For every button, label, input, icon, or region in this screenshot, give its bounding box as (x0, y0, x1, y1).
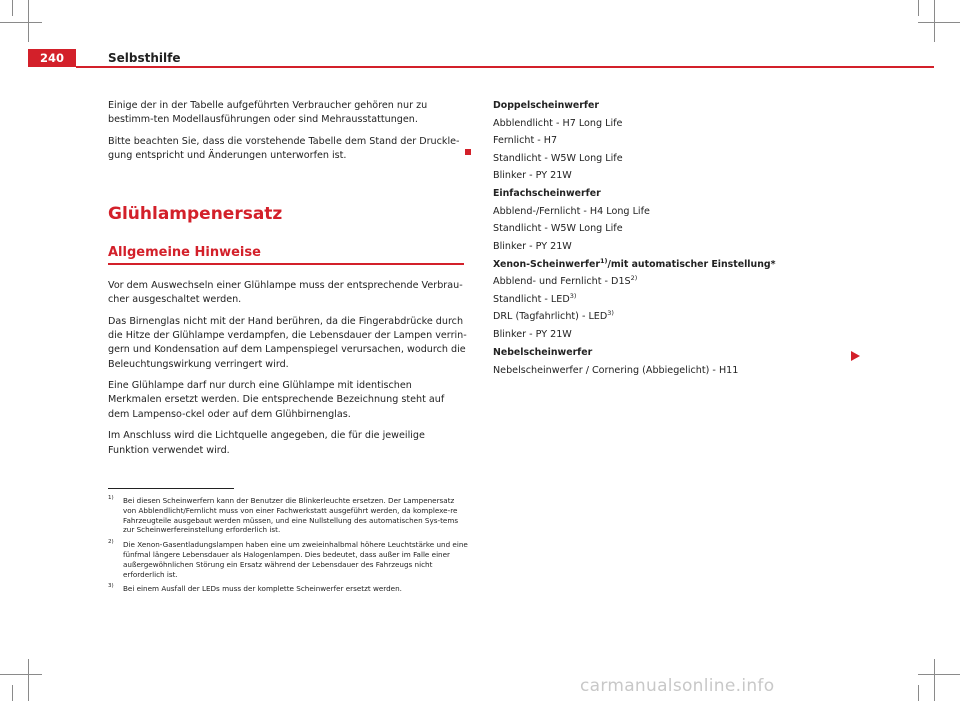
footnote-number: 1) (108, 495, 114, 501)
list-item: Standlicht - W5W Long Life (493, 223, 623, 235)
item-text: Standlicht - LED (493, 293, 570, 305)
list-item: Abblend-/Fernlicht - H4 Long Life (493, 205, 650, 217)
list-item: Fernlicht - H7 (493, 135, 558, 146)
footnote-divider (108, 488, 234, 489)
crop-mark (918, 0, 919, 16)
intro-text (108, 99, 468, 171)
footnote (108, 584, 468, 594)
footnote-text: Die Xenon-Gasentladungslampen haben eine um zweieinhalbmal höhere Leuchtstärke und eine fünfmal längere Lebensdauer als Halogenlampen. Dies bedeutet, dass außer im Falle einer außergewöhnlichen Störung ein Ersatz während der Lebensdauer des Fahrzeugs nicht erforderlich ist. (123, 540, 468, 579)
item-text: DRL (Tagfahrlicht) - LED (493, 311, 608, 323)
list-item (493, 275, 873, 289)
paragraph: Einige der in der Tabelle aufgeführten Verbraucher gehören nur zu bestimm-ten Modellausführungen oder sind Mehrausstattungen. (108, 100, 428, 126)
crop-mark (918, 685, 919, 701)
chapter-heading: Glühlampenersatz (108, 204, 283, 224)
footnote-number: 2) (108, 539, 114, 546)
paragraph: Das Birnenglas nicht mit der Hand berühren, da die Fingerabdrücke durch die Hitze der Glühlampe verdampfen, die Lebensdauer der Lampen verrin-gern und Kondensation auf dem Lampenspiegel verursachen, wodurch die Beleuchtungswirkung verringert wird. (108, 315, 467, 370)
crop-mark (0, 22, 42, 23)
footnote (108, 540, 468, 579)
item-text: Abblend- und Fernlicht - D1S (493, 276, 631, 288)
footnote-number: 3) (108, 583, 114, 590)
paragraph: Vor dem Auswechseln einer Glühlampe muss der entsprechende Verbrau-cher ausgeschaltet werden. (108, 280, 463, 306)
bulb-list (493, 99, 873, 381)
title-text: Xenon-Scheinwerfer (493, 258, 600, 270)
list-item: Abblendlicht - H7 Long Life (493, 117, 623, 129)
paragraph: Eine Glühlampe darf nur durch eine Glühlampe mit identischen Merkmalen ersetzt werden. Die entsprechende Bezeichnung steht auf dem Lampenso-ckel oder auf dem Glühbirnenglas. (108, 380, 445, 420)
crop-mark (12, 685, 13, 701)
list-item: Blinker - PY 21W (493, 240, 572, 252)
crop-mark (934, 0, 935, 42)
list-item: Nebelscheinwerfer / Cornering (Abbiegelicht) - H11 (493, 364, 739, 376)
body-text (108, 279, 468, 465)
footnote-ref: 3) (607, 309, 614, 318)
header-divider (76, 66, 934, 68)
footnote-text: Bei diesen Scheinwerfern kann der Benutzer die Blinkerleuchte ersetzen. Der Lampenersatz von Abblendlicht/Fernlicht muss von einer Fachwerkstatt ausgeführt werden, da komplexe-re Fahrzeugteile ausgebaut werden müssen, und eine Nullstellung des automatischen Sys-tems zur Scheinwerfereinstellung erforderlich ist. (123, 496, 459, 535)
group-title: Nebelscheinwerfer (493, 347, 593, 359)
paragraph: Im Anschluss wird die Lichtquelle angegeben, die für die jeweilige Funktion verwendet wird. (108, 430, 425, 456)
section-end-marker (465, 149, 471, 155)
subsection-divider (108, 263, 464, 265)
section-title: Selbsthilfe (108, 51, 181, 65)
footnote-ref: 2) (630, 274, 638, 283)
paragraph: Bitte beachten Sie, dass die vorstehende Tabelle dem Stand der Druckle-gung entspricht und Änderungen unterworfen ist. (108, 135, 460, 162)
page-number: 240 (28, 49, 76, 67)
list-item (493, 310, 873, 324)
watermark: carmanualsonline.info (580, 676, 775, 696)
footnote-text: Bei einem Ausfall der LEDs muss der komplette Scheinwerfer ersetzt werden. (123, 584, 402, 594)
list-item: Standlicht - W5W Long Life (493, 152, 623, 164)
footnote-ref: 3) (569, 291, 577, 300)
group-title: Einfachscheinwerfer (493, 188, 601, 200)
list-item (493, 293, 873, 307)
footnotes (108, 496, 468, 599)
group-title (493, 258, 873, 272)
subsection-heading: Allgemeine Hinweise (108, 245, 261, 260)
footnote-ref: 1) (599, 256, 608, 265)
crop-mark (0, 674, 42, 675)
footnote (108, 496, 468, 535)
list-item: Blinker - PY 21W (493, 170, 572, 181)
crop-mark (918, 674, 960, 675)
crop-mark (918, 22, 960, 23)
crop-mark (934, 659, 935, 701)
crop-mark (28, 0, 29, 42)
continue-arrow-icon (851, 351, 860, 361)
group-title: Doppelscheinwerfer (493, 100, 599, 111)
title-text: /mit automatischer Einstellung* (607, 258, 776, 270)
list-item: Blinker - PY 21W (493, 328, 572, 340)
crop-mark (12, 0, 13, 16)
crop-mark (28, 659, 29, 701)
